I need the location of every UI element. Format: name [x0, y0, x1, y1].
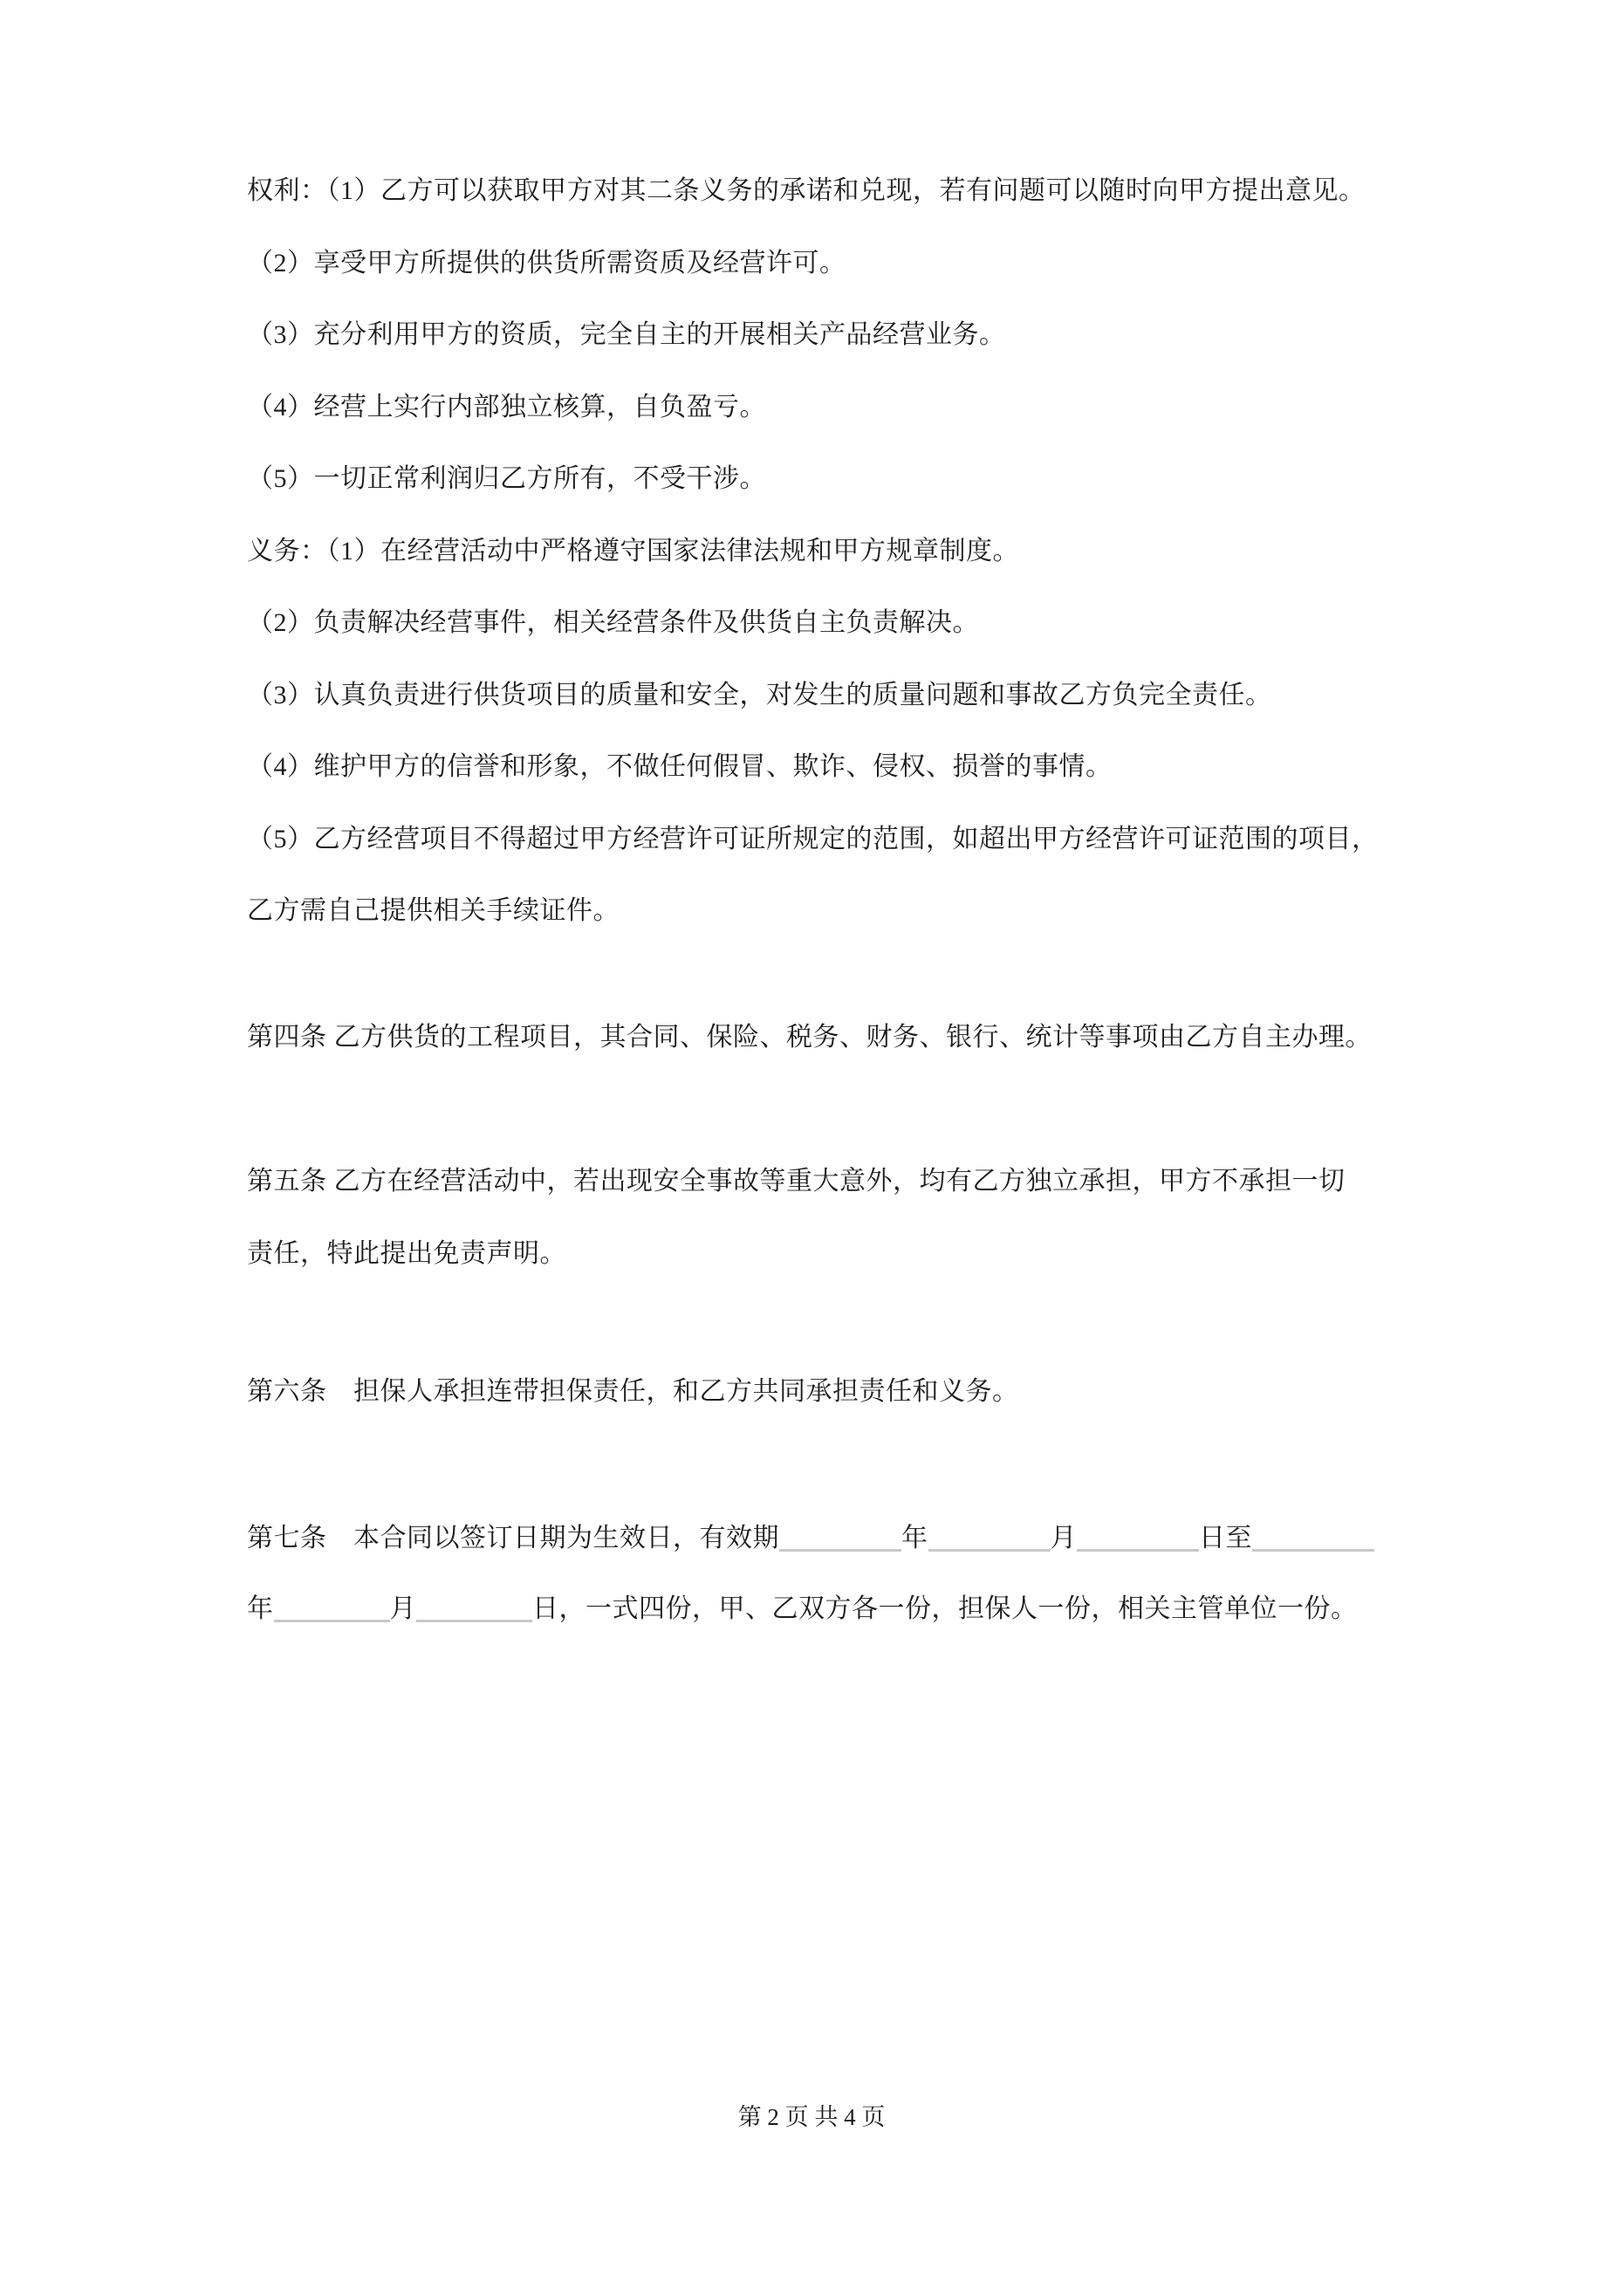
fill-in-blank-start-year — [779, 1523, 901, 1552]
contract-line-rights-5: （5）一切正常利润归乙方所有，不受干涉。 — [247, 464, 766, 493]
article7-text-year: 年 — [901, 1524, 928, 1552]
article7-text-copies: 日，一式四份，甲、乙双方各一份，担保人一份，相关主管单位一份。 — [532, 1594, 1358, 1623]
contract-line-duties-3: （3）认真负责进行供货项目的质量和安全，对发生的质量问题和事故乙方负完全责任。 — [247, 681, 1272, 709]
article7-text-end-year: 年 — [247, 1594, 274, 1623]
contract-line-rights-1: 权利：（1）乙方可以获取甲方对其二条义务的承诺和兑现，若有问题可以随时向甲方提出意见。 — [247, 176, 1366, 205]
contract-article-7-line-1 — [247, 1523, 1374, 1554]
contract-line-rights-2: （2）享受甲方所提供的供货所需资质及经营许可。 — [247, 249, 846, 278]
article7-text-effective-period: 第七条 本合同以签订日期为生效日，有效期 — [247, 1524, 779, 1552]
contract-line-duties-5: （5）乙方经营项目不得超过甲方经营许可证所规定的范围，如超出甲方经营许可证范围的项目， — [247, 825, 1379, 853]
contract-line-duties-1: 义务：（1）在经营活动中严格遵守国家法律法规和甲方规章制度。 — [247, 537, 1019, 565]
fill-in-blank-start-day — [1077, 1523, 1199, 1552]
page-number-footer: 第 2 页 共 4 页 — [737, 2104, 886, 2130]
contract-article-7-line-2 — [247, 1593, 1358, 1625]
contract-article-5: 第五条 乙方在经营活动中，若出现安全事故等重大意外，均有乙方独立承担，甲方不承担一切 — [247, 1167, 1346, 1196]
contract-line-duties-4: （4）维护甲方的信誉和形象，不做任何假冒、欺诈、侵权、损誉的事情。 — [247, 752, 1113, 781]
fill-in-blank-end-day — [416, 1593, 532, 1622]
contract-line-duties-2: （2）负责解决经营事件，相关经营条件及供货自主负责解决。 — [247, 608, 979, 637]
article7-text-month: 月 — [1050, 1524, 1077, 1552]
contract-article-6: 第六条 担保人承担连带担保责任，和乙方共同承担责任和义务。 — [247, 1377, 1019, 1406]
fill-in-blank-end-year-part2 — [274, 1593, 390, 1622]
contract-line-rights-4: （4）经营上实行内部独立核算，自负盈亏。 — [247, 393, 766, 422]
contract-line-rights-3: （3）充分利用甲方的资质，完全自主的开展相关产品经营业务。 — [247, 320, 1006, 349]
article7-text-end-month: 月 — [389, 1594, 416, 1623]
fill-in-blank-end-year-part1 — [1252, 1523, 1374, 1552]
contract-article-4: 第四条 乙方供货的工程项目，其合同、保险、税务、财务、银行、统计等事项由乙方自主办理。 — [247, 1023, 1372, 1052]
fill-in-blank-start-month — [928, 1523, 1051, 1552]
article7-text-day-to: 日至 — [1199, 1524, 1252, 1552]
contract-article-5-cont: 责任，特此提出免责声明。 — [247, 1239, 566, 1268]
contract-line-duties-5-cont: 乙方需自己提供相关手续证件。 — [247, 896, 620, 925]
